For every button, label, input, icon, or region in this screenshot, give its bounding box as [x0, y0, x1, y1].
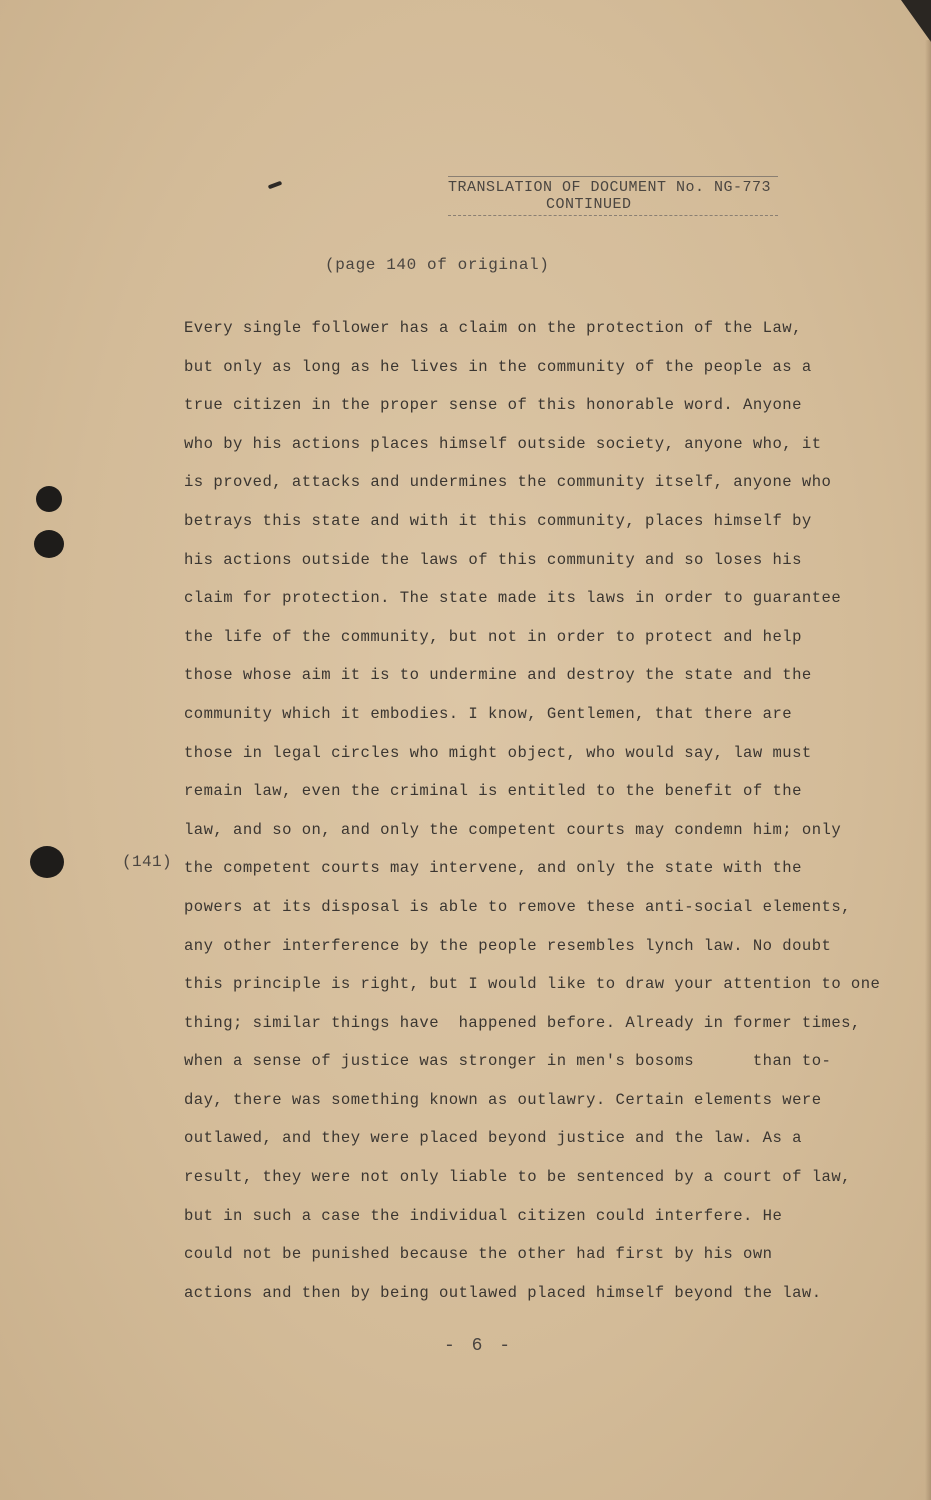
body-line: those whose aim it is to undermine and destroy the state and the — [184, 666, 812, 685]
punch-hole-top — [36, 486, 62, 512]
page-number: - 6 - — [444, 1336, 514, 1356]
body-line: is proved, attacks and undermines the community itself, anyone who — [184, 473, 832, 492]
header-continued: CONTINUED — [448, 196, 778, 216]
body-line: but only as long as he lives in the community of the people as a — [184, 357, 812, 376]
margin-page-note: (141) — [122, 853, 173, 871]
body-line: Every single follower has a claim on the protection of the Law, — [184, 319, 802, 337]
page-reference: (page 140 of original) — [325, 256, 550, 274]
body-line: powers at its disposal is able to remove these anti-social elements, — [184, 897, 851, 916]
punch-hole-upper — [34, 530, 64, 558]
body-text — [184, 316, 884, 1319]
body-line: day, there was something known as outlawry. Certain elements were — [184, 1090, 822, 1109]
body-line: result, they were not only liable to be sentenced by a court of law, — [184, 1168, 851, 1187]
body-line: remain law, even the criminal is entitled to the benefit of the — [184, 782, 802, 801]
body-line: true citizen in the proper sense of this honorable word. Anyone — [184, 396, 802, 415]
body-line: who by his actions places himself outside society, anyone who, it — [184, 434, 822, 453]
body-line: community which it embodies. I know, Gentlemen, that there are — [184, 704, 793, 723]
body-line: the competent courts may intervene, and only the state with the — [184, 859, 802, 878]
body-line: betrays this state and with it this community, places himself by — [184, 511, 812, 530]
body-line: outlawed, and they were placed beyond justice and the law. As a — [184, 1129, 802, 1148]
body-line: but in such a case the individual citizen could interfere. He — [184, 1206, 783, 1225]
body-line: this principle is right, but I would like to draw your attention to one — [184, 975, 881, 994]
body-line: when a sense of justice was stronger in men's bosoms than to- — [184, 1052, 832, 1071]
body-line: those in legal circles who might object, who would say, law must — [184, 743, 812, 762]
body-line: claim for protection. The state made its laws in order to guarantee — [184, 589, 842, 608]
body-line: thing; similar things have happened before. Already in former times, — [184, 1013, 861, 1032]
document-header — [448, 176, 778, 216]
page-corner-fold — [901, 0, 931, 42]
body-line: his actions outside the laws of this community and so loses his — [184, 550, 802, 569]
body-line: law, and so on, and only the competent courts may condemn him; only — [184, 820, 842, 839]
ink-mark — [268, 181, 283, 190]
body-line: any other interference by the people resembles lynch law. No doubt — [184, 936, 832, 955]
page-edge-shadow — [925, 40, 931, 1500]
body-line: the life of the community, but not in order to protect and help — [184, 627, 802, 646]
body-line: actions and then by being outlawed placed himself beyond the law. — [184, 1283, 822, 1302]
header-title: TRANSLATION OF DOCUMENT No. NG-773 — [448, 176, 778, 196]
punch-hole-lower — [30, 846, 64, 878]
body-line: could not be punished because the other had first by his own — [184, 1245, 773, 1264]
